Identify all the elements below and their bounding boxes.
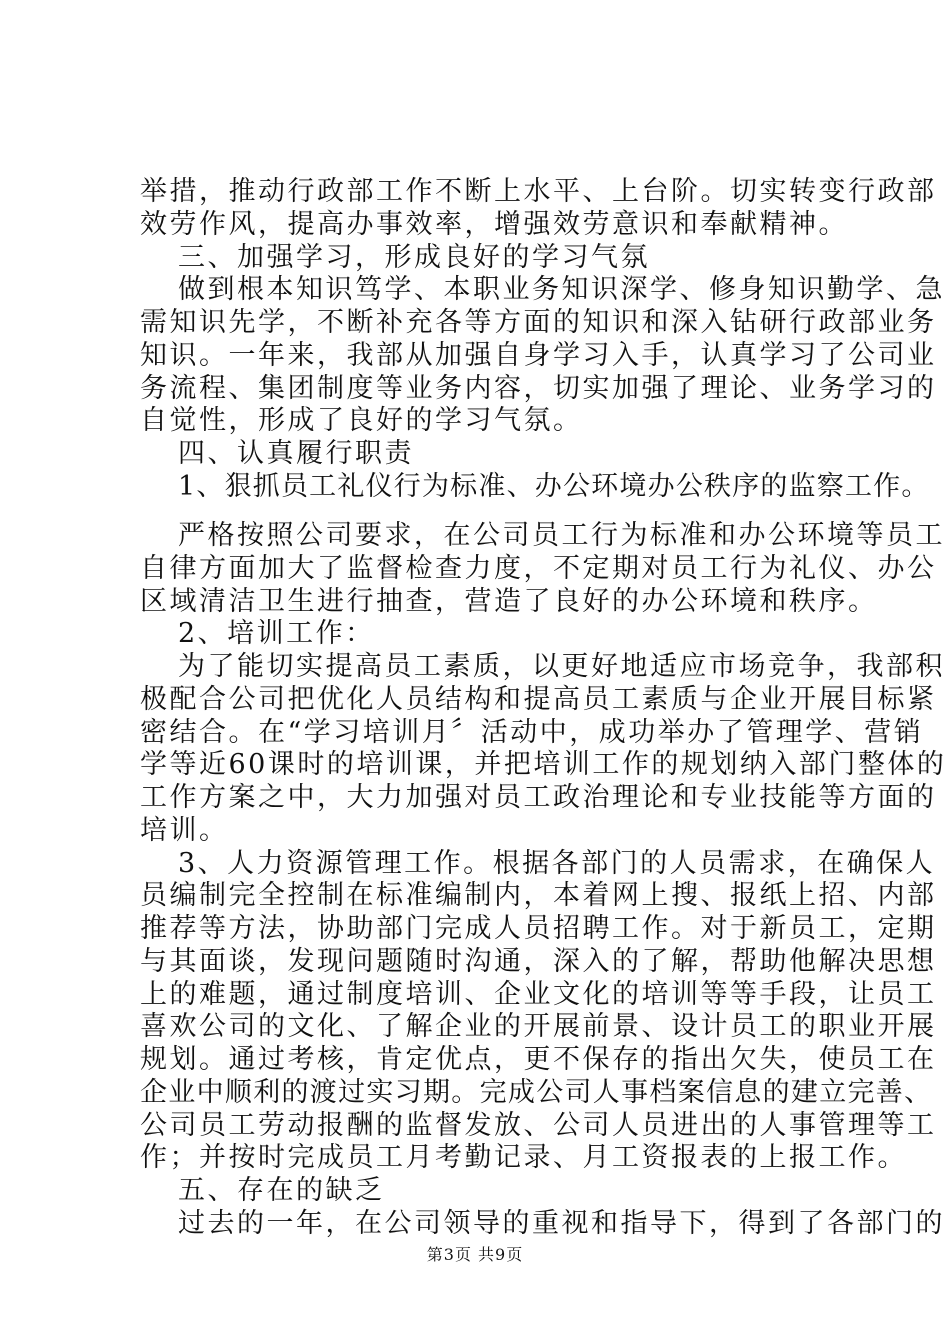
subsection-heading: 2、培训工作： <box>178 618 375 650</box>
text-line: 做到根本知识笃学、本职业务知识深学、修身知识勤学、急 <box>178 274 945 306</box>
text-line: 推荐等方法，协助部门完成人员招聘工作。对于新员工，定期 <box>140 913 937 945</box>
text-line: 员编制完全控制在标准编制内，本着网上搜、报纸上招、内部 <box>140 880 937 912</box>
page-footer: 第3页 共9页 <box>426 1245 524 1264</box>
subsection-heading: 1、狠抓员工礼仪行为标准、办公环境办公秩序的监察工作。 <box>178 470 930 502</box>
section-heading: 五、存在的缺乏 <box>178 1175 385 1207</box>
text-line: 极配合公司把优化人员结构和提高员工素质与企业开展目标紧 <box>140 683 937 715</box>
section-heading: 四、认真履行职责 <box>178 438 414 470</box>
text-line: 培训。 <box>140 814 229 846</box>
text-line: 务流程、集团制度等业务内容，切实加强了理论、业务学习的 <box>140 372 937 404</box>
text-line: 举措，推动行政部工作不断上水平、上台阶。切实转变行政部 <box>140 176 937 207</box>
text-line: 公司员工劳动报酬的监督发放、公司人员进出的人事管理等工 <box>140 1109 937 1141</box>
text-line: 过去的一年，在公司领导的重视和指导下，得到了各部门的 <box>178 1207 945 1239</box>
text-line: 自律方面加大了监督检查力度，不定期对员工行为礼仪、办公 <box>140 552 937 584</box>
text-line: 与其面谈，发现问题随时沟通，深入的了解，帮助他解决思想 <box>140 945 937 977</box>
section-heading: 三、加强学习，形成良好的学习气氛 <box>178 241 650 273</box>
text-line: 自觉性，形成了良好的学习气氛。 <box>140 405 583 437</box>
text-line: 需知识先学，不断补充各等方面的知识和深入钻研行政部业务 <box>140 307 937 339</box>
text-line: 上的难题，通过制度培训、企业文化的培训等等手段，让员工 <box>140 978 937 1010</box>
text-line: 作；并按时完成员工月考勤记录、月工资报表的上报工作。 <box>140 1142 907 1174</box>
text-line: 学等近60课时的培训课，并把培训工作的规划纳入部门整体的 <box>140 749 947 781</box>
text-line: 知识。一年来，我部从加强自身学习入手，认真学习了公司业 <box>140 339 937 371</box>
text-line: 规划。通过考核，肯定优点，更不保存的指出欠失，使员工在 <box>140 1044 937 1076</box>
text-line: 为了能切实提高员工素质，以更好地适应市场竞争，我部积 <box>178 651 945 683</box>
text-line: 企业中顺利的渡过实习期。完成公司人事档案信息的建立完善、 <box>140 1076 933 1108</box>
subsection-heading: 3、人力资源管理工作。根据各部门的人员需求，在确保人 <box>178 847 936 879</box>
text-line: 密结合。在“学习培训月〞活动中，成功举办了管理学、营销 <box>140 716 924 748</box>
text-line: 效劳作风，提高办事效率，增强效劳意识和奉献精神。 <box>140 208 848 240</box>
text-line: 区域清洁卫生进行抽查，营造了良好的办公环境和秩序。 <box>140 585 878 617</box>
text-line: 喜欢公司的文化、了解企业的开展前景、设计员工的职业开展 <box>140 1011 937 1043</box>
text-line: 严格按照公司要求，在公司员工行为标准和办公环境等员工 <box>178 519 945 551</box>
text-line: 工作方案之中，大力加强对员工政治理论和专业技能等方面的 <box>140 782 937 814</box>
